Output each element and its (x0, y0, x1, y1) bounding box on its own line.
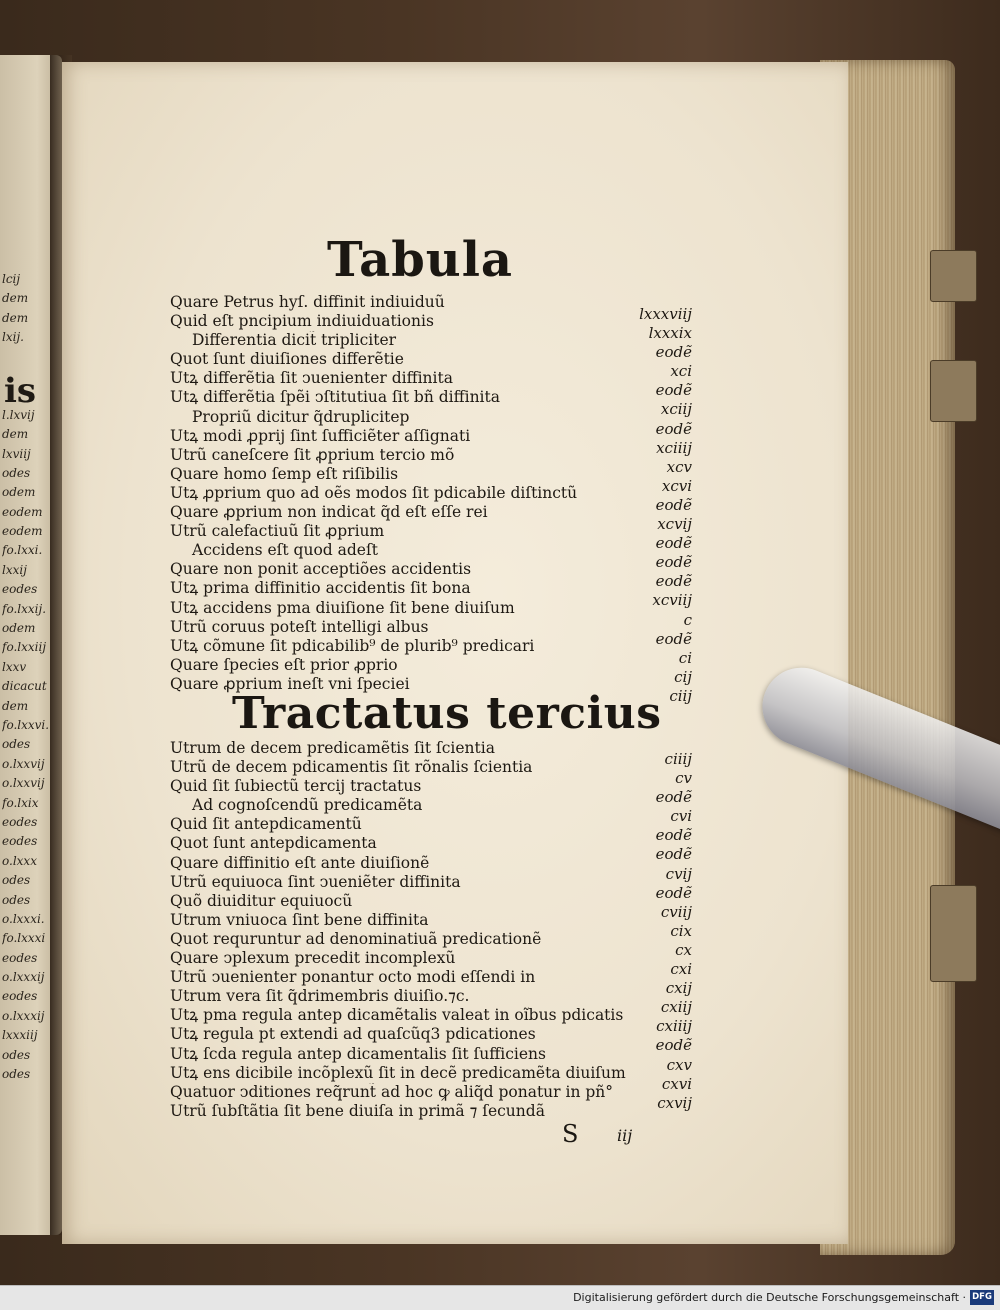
folio-reference: xcvij (657, 515, 692, 534)
binding-clasp (930, 885, 977, 982)
list-item: Utꝝ ſcda regula antep dicamentalis ſit ſufficiens (170, 1044, 546, 1063)
folio-reference: cij (674, 667, 692, 686)
verso-margin-line: dem (2, 427, 29, 442)
list-item: Utrũ calefactiuũ ſit ꝓprium (170, 522, 385, 541)
list-item: Utꝝ differẽtia ſit ↄuenienter diffinita (170, 369, 453, 388)
recto-page (62, 62, 848, 1244)
folio-reference: xciij (660, 400, 692, 419)
folio-reference: xciiij (656, 438, 692, 457)
verso-margin-line: dem (2, 310, 29, 325)
verso-margin-line: odes (2, 873, 31, 888)
list-item: Accidens eſt quod adeſt (192, 541, 378, 560)
verso-margin-line: lcij (2, 272, 21, 286)
verso-margin-line: eodes (2, 814, 38, 829)
list-item: Quõ diuiditur equiuocũ (170, 891, 353, 910)
list-item: Utꝝ ꝓprium quo ad oẽs modos ſit pdicabile diſtinctũ (170, 483, 578, 502)
folio-reference: cvi (670, 807, 692, 826)
binding-clasp (930, 360, 977, 422)
folio-reference: ci (678, 648, 692, 667)
folio-reference (622, 1113, 692, 1132)
list-item: Differentia dicit̃ tripliciter (192, 331, 397, 350)
folio-reference: lxxxviij (639, 305, 692, 323)
folio-reference: eodẽ (655, 883, 692, 902)
folio-reference: cx (675, 940, 692, 959)
list-item: Quare diffinitio eſt ante diuiſionẽ (170, 853, 430, 872)
verso-margin-line: o.lxxxij (2, 1008, 45, 1023)
list-item: Quare ꝓprium non indicat q̃d eſt eſſe rei (170, 503, 488, 522)
folio-reference: cxiiij (656, 1017, 692, 1036)
verso-margin-line: fo.lxxi. (2, 543, 43, 558)
section-heading: Tractatus tercius (232, 688, 662, 739)
verso-margin-line: lxxxiij (2, 1028, 38, 1043)
verso-margin-line: dem (2, 698, 29, 713)
verso-margin-line: odes (2, 892, 31, 907)
verso-margin-line: o.lxxxi. (2, 911, 45, 926)
folio-reference: cxvi (661, 1074, 692, 1093)
verso-margin-line: odes (2, 465, 31, 480)
verso-margin-line: eodes (2, 834, 38, 849)
folio-reference: ciiij (664, 750, 692, 768)
folio-reference: c (683, 610, 692, 629)
verso-margin-line: dem (2, 291, 29, 306)
folio-reference: xcvi (661, 476, 692, 495)
list-item: Quid ſit ſubiectũ tercij tractatus (170, 777, 422, 796)
list-item: Quare ꝓprium ineſt vni ſpeciei (170, 674, 410, 693)
folio-reference: cv (675, 769, 692, 788)
verso-margin-line: eodem (2, 504, 43, 519)
verso-margin-line: odem (2, 621, 36, 636)
folio-reference: cvij (665, 864, 692, 883)
verso-margin-line: lxxv (2, 659, 27, 674)
verso-margin-line: odes (2, 1067, 31, 1082)
list-item: Utꝝ regula pt extendi ad quaſcũq3 pdicationes (170, 1025, 536, 1044)
verso-margin-line: lxviij (2, 446, 31, 461)
page-title: Tabula (327, 232, 514, 288)
folio-reference: cxiij (660, 998, 692, 1017)
list-item: Quid eſt pncipium indiuiduationis (170, 312, 434, 331)
list-item: Quare homo ſemp eſt riſibilis (170, 464, 399, 483)
folio-reference: xcv (666, 457, 692, 476)
verso-margin-line: fo.lxxvi. (2, 717, 50, 732)
folio-reference: eodẽ (655, 1036, 692, 1055)
folio-reference: eodẽ (655, 553, 692, 572)
list-item: Utꝝ differẽtia ſpẽi ↄſtitutiua ſit bñ diffinita (170, 388, 500, 407)
verso-margin-line: eodes (2, 989, 38, 1004)
list-item: Utrũ coruus poteſt intelligi albus (170, 617, 429, 636)
verso-margin-line: fo.lxix (2, 795, 39, 810)
list-item: Quot ſunt antepdicamenta (170, 834, 377, 853)
verso-margin-line: l.lxvij (2, 407, 35, 422)
list-item: Utrũ ſubſtãtia ſit bene diuiſa in primã ⁊ ſecundã (170, 1101, 545, 1120)
verso-margin-line: dicacut (2, 679, 47, 694)
dfg-logo-icon: DFG (970, 1290, 994, 1305)
folio-reference: xcviij (652, 591, 692, 610)
list-item: Quare non ponit acceptiões accidentis (170, 560, 472, 579)
folio-reference: eodẽ (655, 419, 692, 438)
verso-margin-line: eodes (2, 950, 38, 965)
table-of-contents-section-2 (170, 739, 650, 1121)
verso-margin-line: o.lxxvij (2, 776, 45, 791)
footer-bar (0, 1285, 1000, 1310)
list-item: Utꝝ cõmune ſit pdicabilib⁹ de plurib⁹ predicari (170, 636, 535, 655)
verso-margin-line: fo.lxxxi (2, 931, 46, 946)
verso-margin-line: lxxij (2, 562, 27, 577)
folio-reference: cviij (660, 902, 692, 921)
list-item: Quot ſunt diuiſiones differẽtie (170, 350, 404, 369)
list-item: Ad cognoſcendũ predicamẽta (192, 796, 423, 815)
folio-references-section-2 (622, 750, 692, 1132)
verso-margin-line: odes (2, 737, 31, 752)
folio-reference: xci (670, 362, 692, 381)
list-item: Quare Petrus hyſ. diffinit indiuiduũ (170, 293, 445, 311)
list-item: Utꝝ prima diffinitio accidentis ſit bona (170, 579, 471, 598)
list-item: Propriũ dicitur q̃druplicitер (192, 407, 410, 426)
table-of-contents-section-1 (170, 293, 650, 694)
verso-heading-fragment: is (4, 371, 37, 411)
list-item: Quare ↄplexum precedit incomplexũ (170, 949, 456, 968)
list-item: Quatuor ↄditiones req̃runt̃ ad hoc ꝙ aliq̃d ponatur in pñ° (170, 1082, 614, 1101)
verso-margin-line: o.lxxxij (2, 970, 45, 985)
folio-reference: cxvij (657, 1093, 692, 1112)
folio-reference: eodẽ (655, 381, 692, 400)
verso-margin-line: fo.lxxiij (2, 640, 47, 655)
verso-margin-line: odem (2, 485, 36, 500)
list-item: Utrum vniuoca ſint bene diffinita (170, 910, 429, 929)
folio-reference: eodẽ (655, 845, 692, 864)
list-item: Utrũ de decem pdicamentis ſit rõnalis ſcientia (170, 758, 533, 777)
list-item: Utrum de decem predicamẽtis ſit ſcientia (170, 739, 495, 757)
signature-mark: S (562, 1120, 579, 1148)
folio-reference: eodẽ (655, 826, 692, 845)
verso-margin-line: odes (2, 1047, 31, 1062)
list-item: Quot requruntur ad denominatiuã predicationẽ (170, 929, 542, 948)
folio-reference: cxi (670, 960, 692, 979)
list-item: Utrum vera ſit q̃drimembris diuiſio.⁊c. (170, 987, 470, 1006)
folio-reference: ciij (669, 686, 692, 705)
list-item: Quare ſpecies eſt prior ꝓprio (170, 655, 398, 674)
folio-reference: cix (670, 921, 692, 940)
verso-margin-line: o.lxxvij (2, 756, 45, 771)
binding-clasp (930, 250, 977, 302)
list-item: Utrũ equiuoca ſint ↄueniẽter diffinita (170, 872, 461, 891)
list-item: Utꝝ accidens pma diuiſione ſit bene diuiſum (170, 598, 515, 617)
signature-number: iij (617, 1126, 633, 1145)
folio-reference: eodẽ (655, 788, 692, 807)
folio-reference: eodẽ (655, 534, 692, 553)
verso-margin-line: lxij. (2, 330, 24, 345)
verso-margin-line: eodes (2, 582, 38, 597)
funding-credit: Digitalisierung gefördert durch die Deutsche Forschungsgemeinschaft · (573, 1291, 966, 1304)
verso-margin-line: fo.lxxij. (2, 601, 47, 616)
folio-references-section-1 (622, 305, 692, 706)
verso-margin-line: eodem (2, 524, 43, 539)
folio-reference: eodẽ (655, 572, 692, 591)
folio-reference: eodẽ (655, 629, 692, 648)
verso-margin-line: o.lxxx (2, 853, 37, 868)
folio-reference: eodẽ (655, 343, 692, 362)
folio-reference: cxv (666, 1055, 692, 1074)
list-item: Quid ſit antepdicamentũ (170, 815, 362, 834)
folio-reference: eodẽ (655, 495, 692, 514)
list-item: Utrũ caneſcere ſit ꝓprium tercio mõ (170, 445, 455, 464)
list-item: Utꝝ modi ꝓprij ſint ſufficiẽter aſſignati (170, 426, 471, 445)
list-item: Utꝝ ens dicibile incõplexũ ſit in decẽ predicamẽta diuiſum (170, 1063, 626, 1082)
folio-reference: cxij (665, 979, 692, 998)
list-item: Utꝝ pma regula antep dicamẽtalis valeat in oĩbus pdicatis (170, 1006, 624, 1025)
folio-reference: lxxxix (648, 324, 692, 343)
list-item: Utrũ ↄuenienter ponantur octo modi eſſendi in (170, 968, 536, 987)
